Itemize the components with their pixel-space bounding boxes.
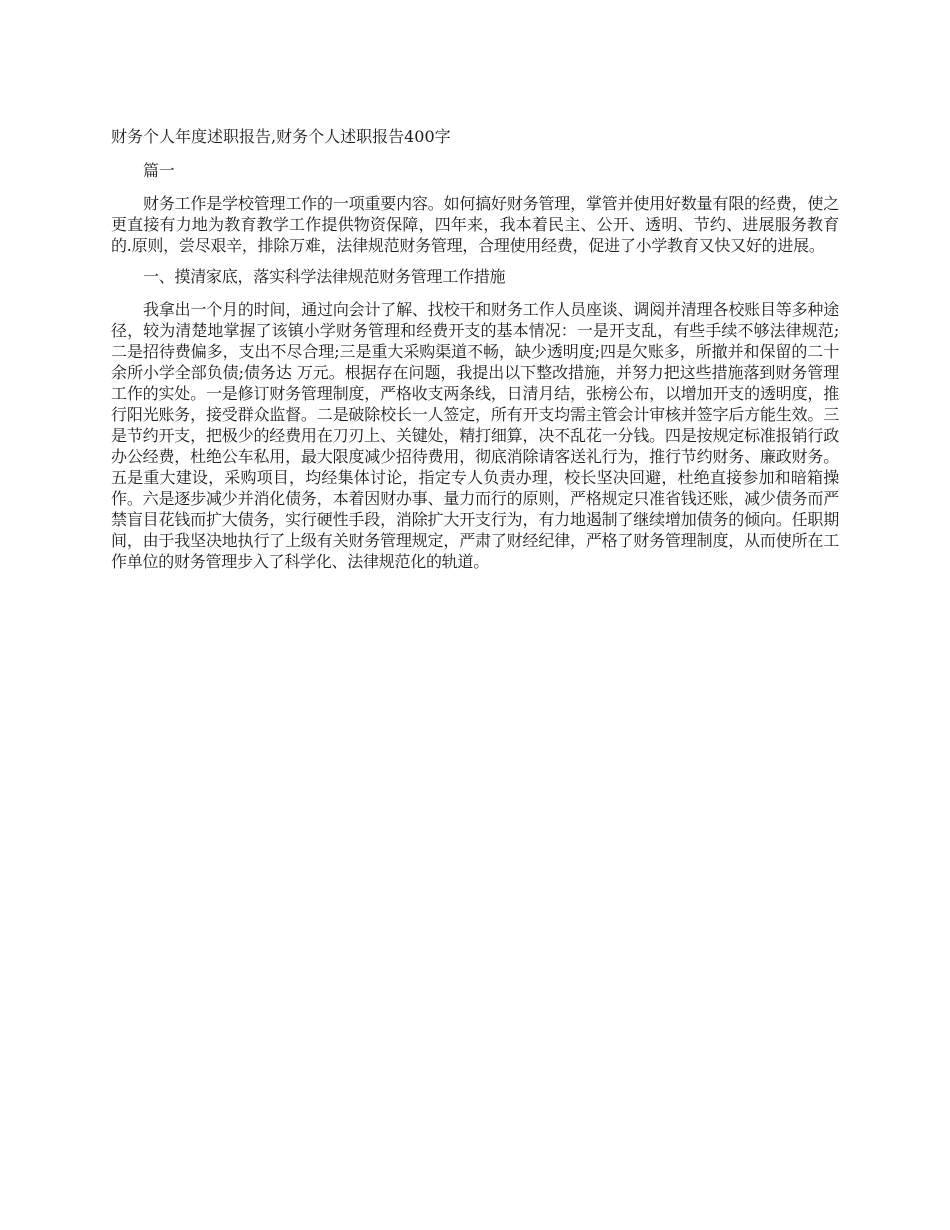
document-title: 财务个人年度述职报告,财务个人述职报告400字: [111, 127, 451, 146]
document-page: [111, 126, 839, 582]
body-paragraph-1: 我拿出一个月的时间，通过向会计了解、找校干和财务工作人员座谈、调阅并清理各校账目等多种途径，较为清楚地掌握了该镇小学财务管理和经费开支的基本情况：一是开支乱，有些手续不够法律规范;二是招待费偏多，支出不尽合理;三是重大采购渠道不畅，缺少透明度;四是欠账多，所撤并和保留的二十余所小学全部负债;债务达 万元。根据存在问题，我提出以下整改措施，并努力把这些措施落到财务管理工作的实处。一是修订财务管理制度，严格收支两条线，日清月结，张榜公布，以增加开支的透明度，推行阳光账务，接受群众监督。二是破除校长一人签定，所有开支均需主管会计审核并签字后方能生效。三是节约开支，把极少的经费用在刀刃上、关键处，精打细算，决不乱花一分钱。四是按规定标准报销行政办公经费，杜绝公车私用，最大限度减少招待费用，彻底消除请客送礼行为，推行节约财务、廉政财务。五是重大建设，采购项目，均经集体讨论，指定专人负责办理，校长坚决回避，杜绝直接参加和暗箱操作。六是逐步减少并消化债务，本着因财办事、量力而行的原则，严格规定只准省钱还账，减少债务而严禁盲目花钱而扩大债务，实行硬性手段，消除扩大开支行为，有力地遏制了继续增加债务的倾向。任职期间，由于我坚决地执行了上级有关财务管理规定，严肃了财经纪律，严格了财务管理制度，从而使所在工作单位的财务管理步入了科学化、法律规范化的轨道。: [111, 300, 839, 571]
section-heading-1: 一、摸清家底，落实科学法律规范财务管理工作措施: [143, 267, 506, 286]
section-label: 篇一: [143, 161, 175, 180]
intro-paragraph: 财务工作是学校管理工作的一项重要内容。如何搞好财务管理，掌管并使用好数量有限的经费，使之更直接有力地为教育教学工作提供物资保障，四年来，我本着民主、公开、透明、节约、进展服务教育的.原则，尝尽艰辛，排除万难，法律规范财务管理，合理使用经费，促进了小学教育又快又好的进展。: [111, 194, 839, 255]
